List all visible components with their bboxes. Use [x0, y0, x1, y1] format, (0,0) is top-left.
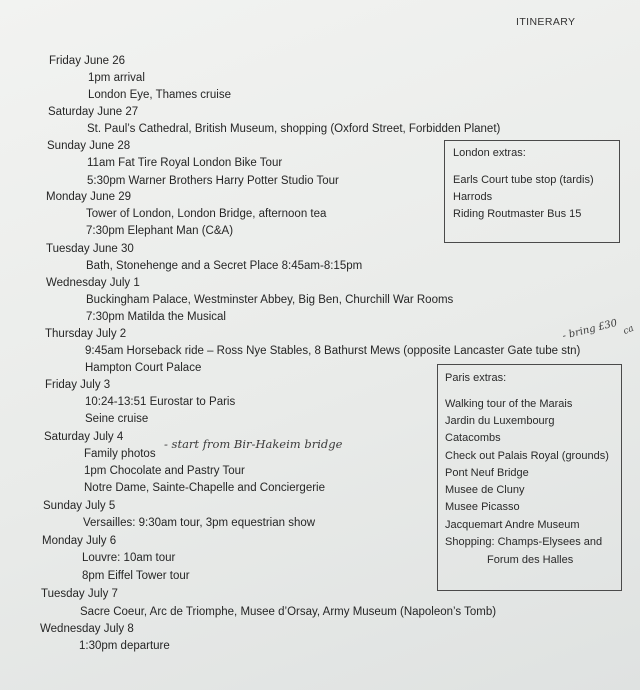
event-line: 8pm Eiffel Tower tour: [82, 570, 190, 582]
paris-extra-item: Shopping: Champs-Elysees and: [445, 536, 603, 548]
paris-extra-item: Catacombs: [445, 432, 501, 444]
event-line: Family photos: [84, 448, 156, 460]
day-label: Saturday June 27: [48, 106, 139, 118]
day-label: Wednesday July 1: [46, 277, 140, 289]
event-line: 5:30pm Warner Brothers Harry Potter Studio Tour: [87, 175, 339, 187]
paris-extra-item: Forum des Halles: [487, 554, 574, 566]
event-line: 10:24-13:51 Eurostar to Paris: [85, 396, 236, 408]
london-extra-item: Harrods: [453, 191, 493, 203]
paris-extra-item: Musee de Cluny: [445, 484, 525, 496]
event-line: St. Paul’s Cathedral, British Museum, shopping (Oxford Street, Forbidden Planet): [87, 123, 501, 135]
event-line: Bath, Stonehenge and a Secret Place 8:45am-8:15pm: [86, 260, 363, 272]
handwritten-margin-note-2: ca: [621, 323, 636, 337]
paris-extras-title: Paris extras:: [445, 372, 507, 384]
london-extras-box: [444, 140, 620, 243]
event-line: Notre Dame, Sainte-Chapelle and Conciergerie: [84, 482, 325, 494]
day-label: Wednesday July 8: [40, 623, 134, 635]
paris-extras-box: [437, 364, 622, 591]
day-label: Saturday July 4: [44, 431, 124, 443]
day-label: Friday July 3: [45, 379, 111, 391]
paris-extra-item: Pont Neuf Bridge: [445, 467, 529, 479]
event-line: 11am Fat Tire Royal London Bike Tour: [87, 157, 283, 169]
day-label: Tuesday July 7: [41, 588, 118, 600]
event-line: 9:45am Horseback ride – Ross Nye Stables, 8 Bathurst Mews (opposite Lancaster Gate tube stn): [85, 345, 581, 357]
handwritten-photos-note: - start from Bir-Hakeim bridge: [164, 437, 343, 451]
event-line: Tower of London, London Bridge, afternoon tea: [86, 208, 327, 220]
event-line: 7:30pm Elephant Man (C&A): [86, 225, 234, 237]
event-line: Hampton Court Palace: [85, 362, 202, 374]
event-line: 1:30pm departure: [79, 640, 170, 652]
london-extra-item: Riding Routmaster Bus 15: [453, 208, 582, 220]
event-line: 1pm arrival: [88, 72, 145, 84]
paris-extra-item: Walking tour of the Marais: [445, 398, 573, 410]
day-label: Monday July 6: [42, 535, 117, 547]
event-line: Seine cruise: [85, 413, 149, 425]
handwritten-margin-note: - bring £30: [561, 317, 619, 342]
day-label: Sunday June 28: [47, 140, 131, 152]
day-label: Monday June 29: [46, 191, 132, 203]
day-label: Friday June 26: [49, 55, 126, 67]
day-label: Thursday July 2: [45, 328, 127, 340]
event-line: 1pm Chocolate and Pastry Tour: [84, 465, 245, 477]
event-line: Sacre Coeur, Arc de Triomphe, Musee d’Orsay, Army Museum (Napoleon’s Tomb): [80, 606, 497, 618]
day-label: Sunday July 5: [43, 500, 116, 512]
paris-extra-item: Musee Picasso: [445, 501, 520, 513]
london-extras-title: London extras:: [453, 147, 526, 159]
paris-extra-item: Check out Palais Royal (grounds): [445, 450, 609, 462]
event-line: Buckingham Palace, Westminster Abbey, Big Ben, Churchill War Rooms: [86, 294, 454, 306]
event-line: Versailles: 9:30am tour, 3pm equestrian show: [83, 517, 316, 529]
event-line: London Eye, Thames cruise: [88, 89, 231, 101]
london-extra-item: Earls Court tube stop (tardis): [453, 174, 594, 186]
event-line: 7:30pm Matilda the Musical: [86, 311, 226, 323]
day-label: Tuesday June 30: [46, 243, 134, 255]
document-title: ITINERARY: [516, 16, 576, 28]
paris-extra-item: Jardin du Luxembourg: [445, 415, 555, 427]
event-line: Louvre: 10am tour: [82, 552, 176, 564]
paris-extra-item: Jacquemart Andre Museum: [445, 519, 580, 531]
